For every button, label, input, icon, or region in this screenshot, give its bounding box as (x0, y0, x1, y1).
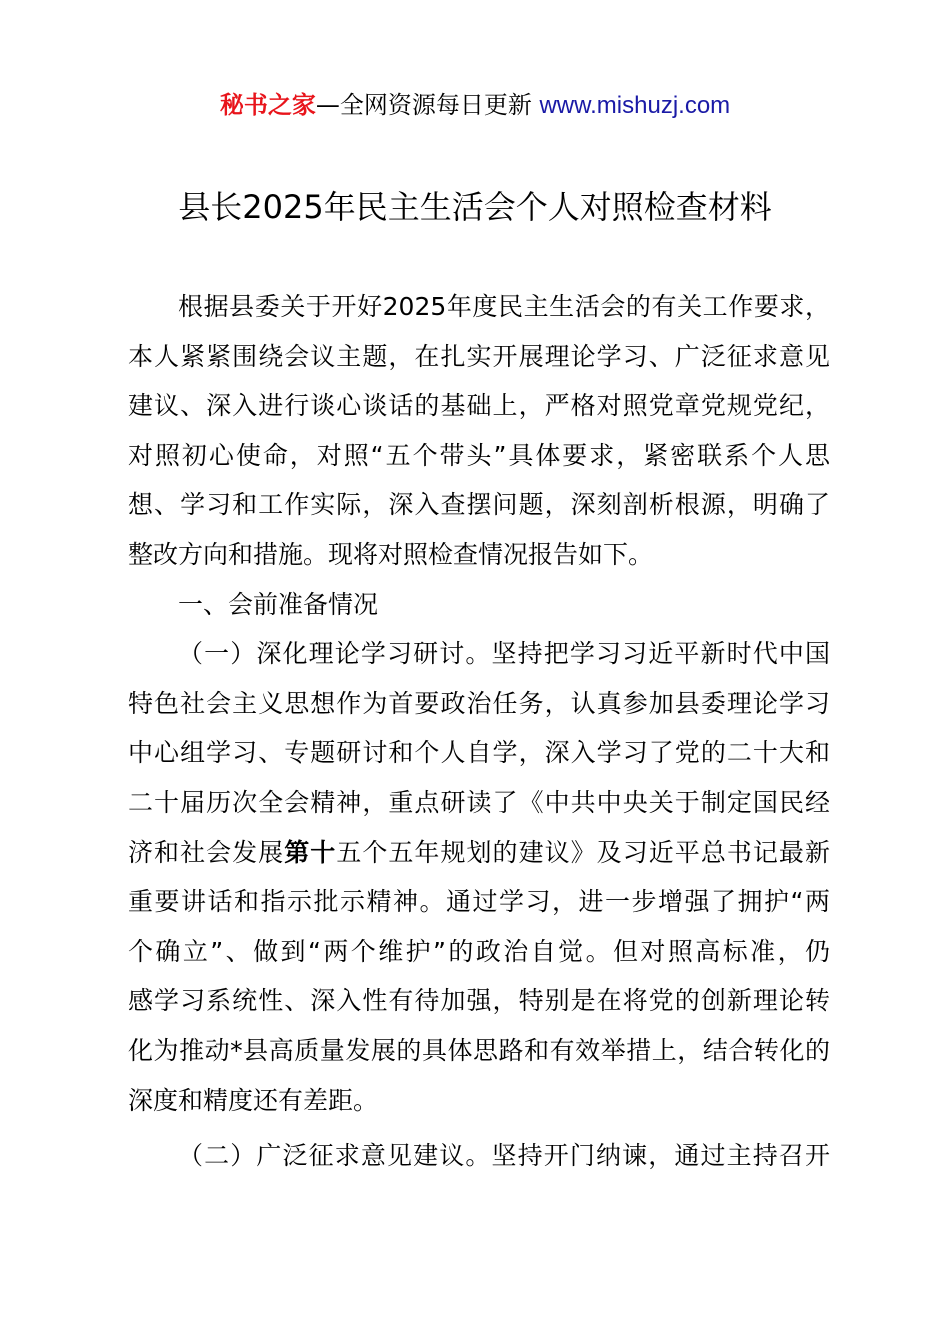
paragraph-line: 化为推动*县高质量发展的具体思路和有效举措上，结合转化的 (128, 1035, 830, 1065)
paragraph-line-with-bold (128, 828, 830, 878)
site-header (0, 88, 950, 123)
document-body (128, 282, 830, 1181)
paragraph-line: （一）深化理论学习研讨。坚持把学习习近平新时代中国 (178, 639, 830, 669)
paragraph-line: 建议、深入进行谈心谈话的基础上，严格对照党章党规党纪， (128, 391, 830, 421)
feedback-paragraph (128, 1131, 830, 1181)
paragraph-line: （二）广泛征求意见建议。坚持开门纳谏，通过主持召开 (178, 1141, 830, 1171)
text-run: 五个五年规划的建议》及习近平总书记最新 (336, 837, 830, 867)
paragraph-line: 本人紧紧围绕会议主题，在扎实开展理论学习、广泛征求意见 (128, 341, 830, 371)
paragraph-line: 根据县委关于开好2025年度民主生活会的有关工作要求， (178, 292, 830, 321)
text-run: 济和社会发展 (128, 837, 285, 867)
paragraph-line: 二十届历次全会精神，重点研读了《中共中央关于制定国民经 (128, 787, 830, 817)
section-heading: 一、会前准备情况 (178, 589, 379, 619)
paragraph-line: 感学习系统性、深入性有待加强，特别是在将党的创新理论转 (128, 986, 830, 1016)
site-url-link[interactable]: www.mishuzj.com (539, 92, 731, 119)
paragraph-line: 深度和精度还有差距。 (128, 1085, 379, 1115)
document-title: 县长2025年民主生活会个人对照检查材料 (178, 188, 772, 226)
study-paragraph (128, 629, 830, 1125)
intro-paragraph (128, 282, 830, 580)
paragraph-line: 特色社会主义思想作为首要政治任务，认真参加县委理论学习 (128, 688, 830, 718)
site-tagline: —全网资源每日更新 (315, 91, 540, 119)
paragraph-line: 整改方向和措施。现将对照检查情况报告如下。 (128, 539, 654, 569)
paragraph-line: 中心组学习、专题研讨和个人自学，深入学习了党的二十大和 (128, 738, 830, 768)
paragraph-line: 重要讲话和指示批示精神。通过学习，进一步增强了拥护“两 (128, 887, 830, 917)
paragraph-line: 想、学习和工作实际，深入查摆问题，深刻剖析根源，明确了 (128, 490, 830, 520)
paragraph-line: 个确立”、做到“两个维护”的政治自觉。但对照高标准，仍 (128, 936, 830, 966)
paragraph-line: 对照初心使命，对照“五个带头”具体要求，紧密联系个人思 (128, 440, 830, 470)
bold-text-run: 第十 (284, 837, 337, 867)
site-brand: 秘书之家 (219, 91, 316, 119)
